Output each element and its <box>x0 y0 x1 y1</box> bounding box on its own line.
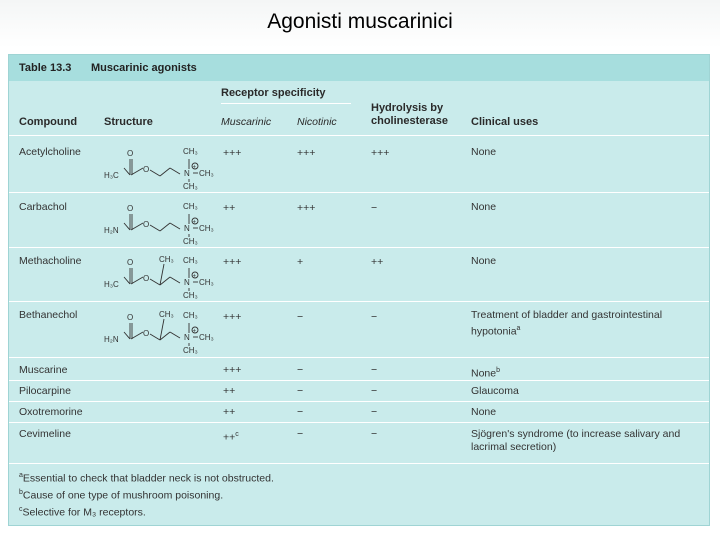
svg-text:O: O <box>143 329 150 338</box>
svg-text:+: + <box>192 219 197 226</box>
structure-header: Structure <box>104 116 153 128</box>
chemical-structure <box>104 251 216 299</box>
muscarinic-value: +++ <box>223 147 242 159</box>
muscarinic-value <box>223 428 239 445</box>
table-panel <box>8 54 710 526</box>
row-rule <box>9 247 709 248</box>
row-rule <box>9 401 709 402</box>
svg-text:O: O <box>127 149 134 158</box>
table-number: Table 13.3 <box>19 62 72 74</box>
row-rule <box>9 422 709 423</box>
structure-n-bottom: CH₃ <box>183 291 198 299</box>
hydrolysis-value: − <box>371 428 378 440</box>
muscarinic-header: Muscarinic <box>221 116 272 128</box>
row-rule <box>9 380 709 381</box>
clinical-use <box>471 364 500 381</box>
nicotinic-value: − <box>297 364 304 376</box>
structure-n-bottom: CH₃ <box>183 182 198 190</box>
svg-text:O: O <box>143 165 150 174</box>
structure-left-group: H₂N <box>104 226 119 235</box>
hydrolysis-value: − <box>371 202 378 214</box>
hydrolysis-value: − <box>371 311 378 323</box>
structure-left-group: H₃C <box>104 280 119 289</box>
structure-n-right: CH₃ <box>199 224 214 233</box>
table-bottom-rule <box>9 463 709 464</box>
muscarinic-value: +++ <box>223 311 242 323</box>
header-rule <box>9 135 709 136</box>
hydrolysis-value: − <box>371 364 378 376</box>
nicotinic-value: + <box>297 256 304 268</box>
clinical-use: None <box>471 406 497 418</box>
chemical-structure <box>104 306 216 354</box>
nicotinic-value: +++ <box>297 147 316 159</box>
row-rule <box>9 357 709 358</box>
slide-title: Agonisti muscarinici <box>267 10 453 33</box>
muscarinic-value-text: ++ <box>223 431 236 444</box>
svg-text:+: + <box>192 328 197 335</box>
nicotinic-value: − <box>297 385 304 397</box>
structure-n-top: CH₃ <box>183 256 198 265</box>
hydrolysis-value: − <box>371 406 378 418</box>
structure-n-bottom: CH₃ <box>183 237 198 245</box>
svg-text:N: N <box>184 224 190 233</box>
svg-text:N: N <box>184 169 190 178</box>
receptor-specificity-header: Receptor specificity <box>221 87 326 99</box>
compound-name: Acetylcholine <box>19 146 81 158</box>
row-rule <box>9 301 709 302</box>
nicotinic-value: − <box>297 311 304 323</box>
footnote-mark: b <box>19 489 23 496</box>
structure-n-top: CH₃ <box>183 311 198 320</box>
muscarinic-value: +++ <box>223 256 242 268</box>
hydrolysis-value: − <box>371 385 378 397</box>
compound-name: Pilocarpine <box>19 385 71 397</box>
structure-n-top: CH₃ <box>183 147 198 156</box>
structure-n-right: CH₃ <box>199 169 214 178</box>
footnote-text: Selective for M₃ receptors. <box>22 506 146 519</box>
footnote <box>19 489 223 502</box>
structure-left-group: H₃C <box>104 171 119 180</box>
muscarinic-value: ++ <box>223 385 236 397</box>
footnote-text: Essential to check that bladder neck is not obstructed. <box>22 472 274 485</box>
footnote-ref: c <box>235 431 239 438</box>
nicotinic-value: − <box>297 428 304 440</box>
svg-text:O: O <box>127 204 134 213</box>
clinical-use: None <box>471 146 497 158</box>
clinical-uses-header: Clinical uses <box>471 116 539 128</box>
footnote-mark: a <box>19 472 23 479</box>
footnote-text: Cause of one type of mushroom poisoning. <box>22 489 224 502</box>
compound-name: Oxotremorine <box>19 406 83 418</box>
structure-n-top: CH₃ <box>183 202 198 211</box>
nicotinic-value: +++ <box>297 202 316 214</box>
table-header-band <box>9 55 709 81</box>
structure-n-right: CH₃ <box>199 333 214 342</box>
svg-text:+: + <box>192 273 197 280</box>
nicotinic-value: − <box>297 406 304 418</box>
svg-text:N: N <box>184 333 190 342</box>
clinical-use-text: Treatment of bladder and gastrointestinal hypotonia <box>471 309 663 338</box>
compound-name: Cevimeline <box>19 428 71 440</box>
clinical-use: None <box>471 255 497 267</box>
svg-text:+: + <box>192 164 197 171</box>
svg-text:O: O <box>143 220 150 229</box>
svg-text:O: O <box>143 274 150 283</box>
compound-name: Carbachol <box>19 201 67 213</box>
footnote-ref: a <box>516 325 521 332</box>
footnote-ref: b <box>496 367 501 374</box>
table-caption: Muscarinic agonists <box>91 62 197 74</box>
row-rule <box>9 192 709 193</box>
svg-text:N: N <box>184 278 190 287</box>
chemical-structure <box>104 142 216 190</box>
nicotinic-header: Nicotinic <box>297 116 337 128</box>
hydrolysis-value: +++ <box>371 147 390 159</box>
chemical-structure <box>104 197 216 245</box>
muscarinic-value: ++ <box>223 406 236 418</box>
compound-name: Bethanechol <box>19 309 78 321</box>
hydrolysis-value: ++ <box>371 256 384 268</box>
svg-text:O: O <box>127 258 134 267</box>
compound-name: Muscarine <box>19 364 68 376</box>
structure-beta-methyl: CH₃ <box>159 310 174 319</box>
clinical-use: None <box>471 201 497 213</box>
clinical-use-text: None <box>471 367 497 380</box>
footnote-mark: c <box>19 506 23 513</box>
footnote <box>19 472 274 485</box>
hydrolysis-header: Hydrolysis by cholinesterase <box>371 102 449 127</box>
muscarinic-value: +++ <box>223 364 242 376</box>
compound-header: Compound <box>19 116 78 128</box>
structure-beta-methyl: CH₃ <box>159 255 174 264</box>
footnote <box>19 506 146 519</box>
clinical-use: Sjögren's syndrome (to increase salivary and lacrimal secretion) <box>471 428 681 453</box>
structure-left-group: H₂N <box>104 335 119 344</box>
structure-n-right: CH₃ <box>199 278 214 287</box>
structure-n-bottom: CH₃ <box>183 346 198 354</box>
clinical-use <box>471 309 701 339</box>
muscarinic-value: ++ <box>223 202 236 214</box>
receptor-header-rule <box>221 103 351 104</box>
svg-text:O: O <box>127 313 134 322</box>
compound-name: Methacholine <box>19 255 82 267</box>
clinical-use: Glaucoma <box>471 385 519 397</box>
